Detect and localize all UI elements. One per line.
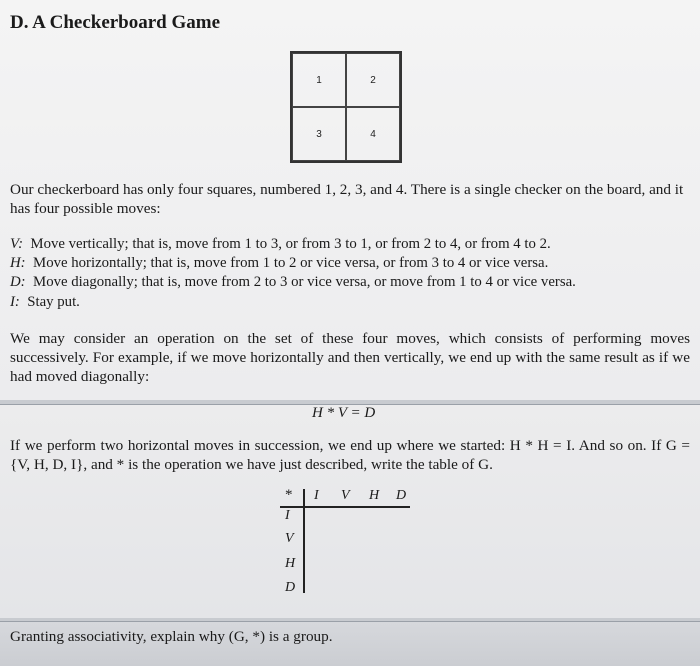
col-header-h: H	[369, 488, 380, 503]
table-horizontal-rule	[280, 506, 410, 508]
move-v	[10, 235, 551, 253]
equation: H * V = D	[312, 405, 376, 421]
row-header-d: D	[285, 580, 296, 595]
operation-table	[280, 487, 415, 599]
table-operator: *	[285, 487, 293, 503]
move-d-text: Move diagonally; that is, move from 2 to 3 or vice versa, or move from 1 to 4 or vice versa.	[33, 274, 576, 290]
move-i-text: Stay put.	[27, 294, 80, 310]
col-header-i: I	[314, 488, 319, 503]
move-i-label: I:	[10, 294, 20, 310]
move-d	[10, 273, 576, 291]
checkerboard	[290, 51, 402, 163]
row-header-v: V	[285, 531, 294, 546]
col-header-v: V	[341, 488, 350, 503]
section-title: D. A Checkerboard Game	[10, 12, 221, 33]
move-h	[10, 254, 548, 272]
move-d-label: D:	[10, 274, 26, 290]
move-v-text: Move vertically; that is, move from 1 to 3, or from 3 to 1, or from 2 to 4, or from 4 to 2.	[30, 236, 551, 252]
intro-paragraph: Our checkerboard has only four squares, numbered 1, 2, 3, and 4. There is a single checker on the board, and it has four possible moves:	[10, 181, 684, 217]
row-header-h: H	[285, 556, 296, 571]
row-header-i: I	[285, 508, 290, 523]
operation-paragraph: We may consider an operation on the set of these four moves, which consists of performing moves successively. For example, if we move horizontally and then vertically, we end up with the same result as if we had moved diagonally:	[10, 330, 690, 385]
move-h-text: Move horizontally; that is, move from 1 to 2 or vice versa, or from 3 to 4 or vice versa.	[33, 255, 549, 271]
question-paragraph: If we perform two horizontal moves in succession, we end up where we started: H * H = I. And so on. If G = {V, H, D, I}, and * is the operation we have just described, write the table of G.	[10, 437, 690, 473]
square-2: 2	[346, 53, 400, 107]
square-1: 1	[292, 53, 346, 107]
table-vertical-rule	[303, 489, 305, 593]
move-v-label: V:	[10, 236, 24, 252]
move-i	[10, 293, 80, 311]
square-3: 3	[292, 107, 346, 161]
square-4: 4	[346, 107, 400, 161]
move-h-label: H:	[10, 255, 26, 271]
col-header-d: D	[396, 488, 407, 503]
final-question: Granting associativity, explain why (G, *) is a group.	[10, 628, 333, 645]
